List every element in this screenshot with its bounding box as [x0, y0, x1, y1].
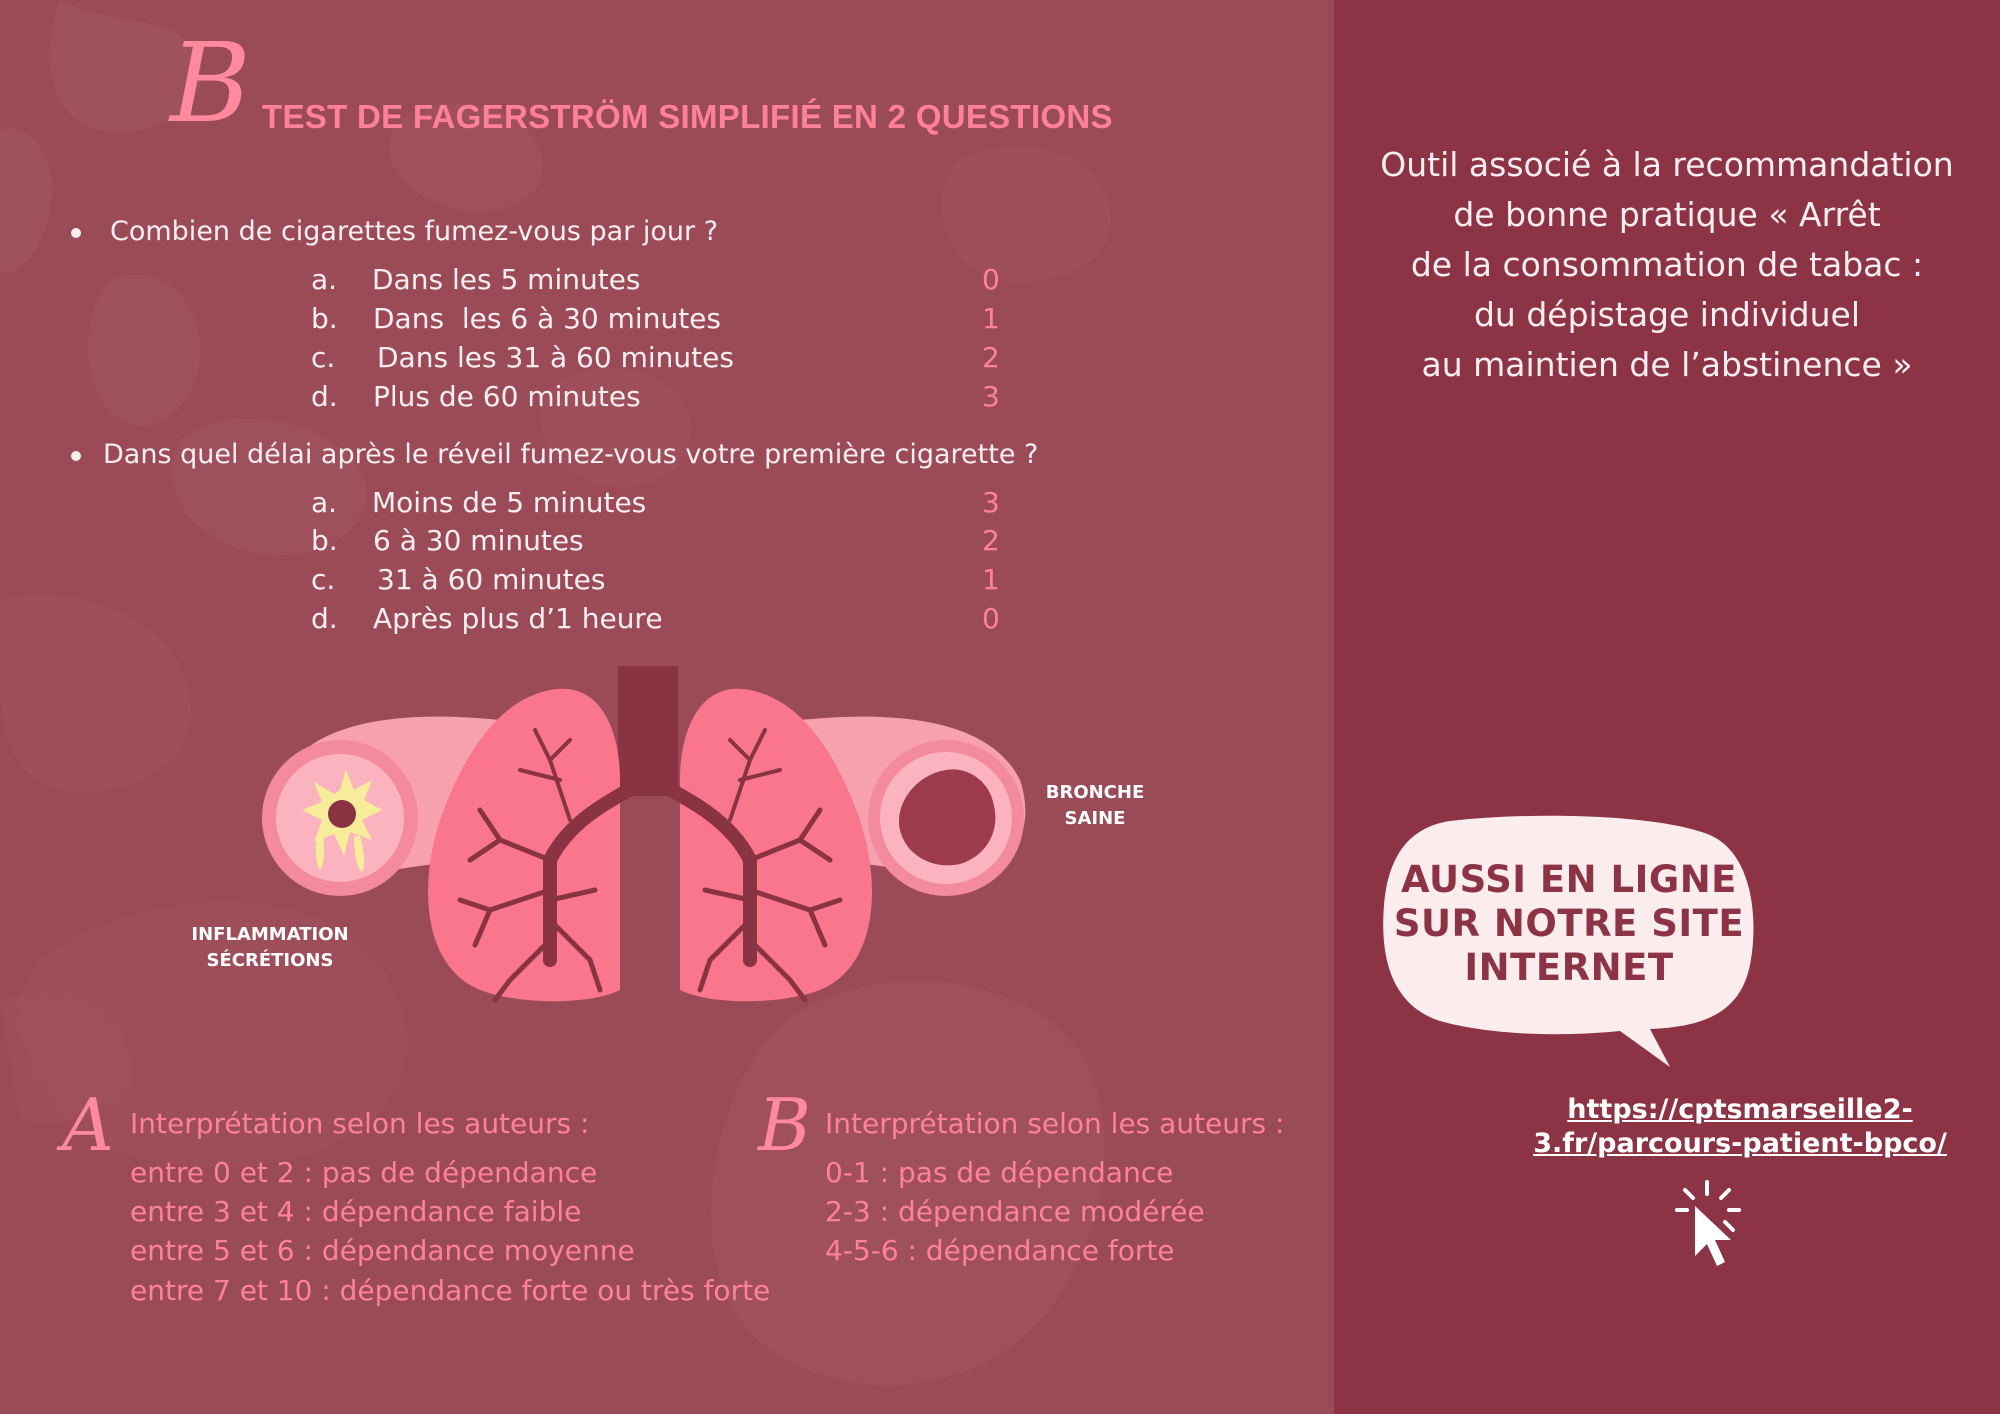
- q2-option-c-label: 31 à 60 minutes: [377, 563, 606, 596]
- q2-option-a-score: 3: [982, 486, 1000, 519]
- q1-option-a-label: Dans les 5 minutes: [372, 263, 641, 296]
- page-title: TEST DE FAGERSTRÖM SIMPLIFIÉ EN 2 QUESTIONS: [262, 98, 1113, 135]
- q1-option-c-label: Dans les 31 à 60 minutes: [377, 341, 734, 374]
- interpretation-a-heading: Interprétation selon les auteurs :: [130, 1107, 590, 1140]
- q1-option-b-score: 1: [982, 302, 1000, 335]
- lungs-illustration: [250, 660, 1050, 1030]
- q2-option-a-label: Moins de 5 minutes: [372, 486, 647, 519]
- question-2-text: Dans quel délai après le réveil fumez-vous votre première cigarette ?: [103, 439, 1039, 470]
- q2-option-d-score: 0: [982, 602, 1000, 635]
- bullet-icon: [71, 228, 81, 238]
- interpretation-a-letter: A: [62, 1083, 114, 1167]
- interpretation-b-heading: Interprétation selon les auteurs :: [825, 1107, 1285, 1140]
- inflammation-label: INFLAMMATION SÉCRÉTIONS: [191, 924, 349, 971]
- q2-option-b-score: 2: [982, 524, 1000, 557]
- q1-option-b-label: Dans les 6 à 30 minutes: [373, 302, 721, 335]
- interpretation-b-line: 0-1 : pas de dépendance: [825, 1156, 1174, 1189]
- q2-option-c-letter: c.: [311, 563, 336, 596]
- interpretation-a-line: entre 7 et 10 : dépendance forte ou très forte: [130, 1274, 771, 1307]
- website-link[interactable]: https://cptsmarseille2- 3.fr/parcours-patient-bpco/: [1533, 1094, 1947, 1159]
- interpretation-a-line: entre 3 et 4 : dépendance faible: [130, 1195, 582, 1228]
- interpretation-b-line: 4-5-6 : dépendance forte: [825, 1234, 1175, 1267]
- q1-option-a-letter: a.: [311, 263, 338, 296]
- q1-option-c-letter: c.: [311, 341, 336, 374]
- q2-option-d-letter: d.: [311, 602, 338, 635]
- bubble-text: AUSSI EN LIGNE SUR NOTRE SITE INTERNET: [1393, 858, 1745, 989]
- interpretation-b-letter: B: [758, 1083, 811, 1167]
- q1-option-d-score: 3: [982, 380, 1000, 413]
- q1-option-d-letter: d.: [311, 380, 338, 413]
- question-1-text: Combien de cigarettes fumez-vous par jour ?: [110, 216, 719, 247]
- healthy-bronchus-label: BRONCHE SAINE: [1045, 782, 1145, 829]
- q1-option-c-score: 2: [982, 341, 1000, 374]
- q2-option-a-letter: a.: [311, 486, 338, 519]
- q1-option-b-letter: b.: [311, 302, 338, 335]
- q2-option-d-label: Après plus d’1 heure: [373, 602, 663, 635]
- click-cursor-icon: [1665, 1178, 1745, 1274]
- q1-option-d-label: Plus de 60 minutes: [373, 380, 641, 413]
- interpretation-a-line: entre 0 et 2 : pas de dépendance: [130, 1156, 598, 1189]
- header-script-letter: B: [170, 19, 251, 147]
- bullet-icon: [71, 451, 81, 461]
- interpretation-b-line: 2-3 : dépendance modérée: [825, 1195, 1205, 1228]
- recommendation-text: Outil associé à la recommandation de bonne pratique « Arrêt de la consommation de tabac : du dépistage individuel au maintien de l’abstinence »: [1380, 145, 1954, 384]
- q1-option-a-score: 0: [982, 263, 1000, 296]
- interpretation-a-line: entre 5 et 6 : dépendance moyenne: [130, 1234, 635, 1267]
- q2-option-c-score: 1: [982, 563, 1000, 596]
- q2-option-b-letter: b.: [311, 524, 338, 557]
- q2-option-b-label: 6 à 30 minutes: [373, 524, 584, 557]
